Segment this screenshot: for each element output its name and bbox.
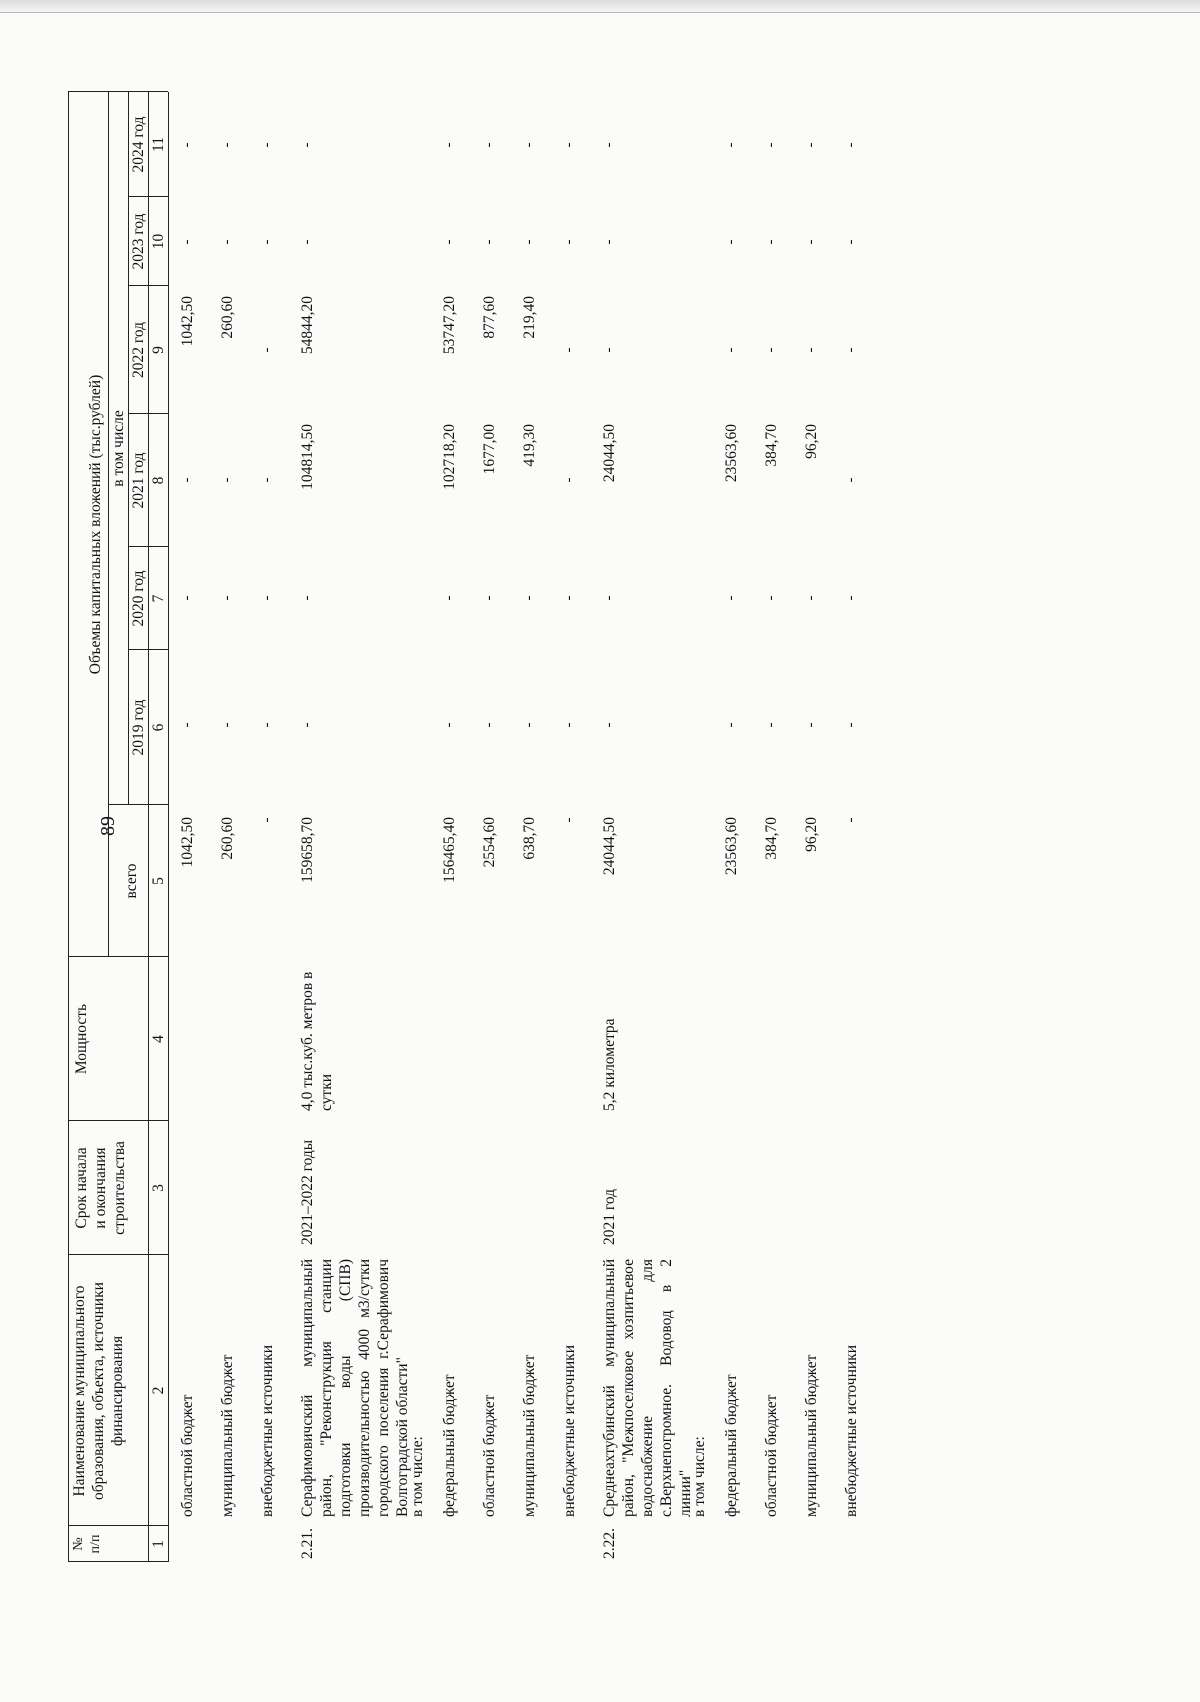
cell-y2024-dash: - [763,142,779,148]
cell-name: областной бюджет [481,1394,498,1517]
cell-y2024-dash: - [299,142,315,148]
header-volumes: Объемы капитальных вложений (тыс.рублей) [87,374,104,675]
cell-y2024-dash: - [561,142,577,148]
cell-y2024-dash: - [601,142,617,148]
cell-total-dash: - [843,817,859,823]
cell-y2020-dash: - [179,595,195,601]
cell-name: Серафимовичский муниципальный район, "Реконструкция станции подготовки воды (СПВ) производительностью 4000 м3/сутки городского поселения г.Серафимович Волгоградской области" [299,1259,411,1517]
cell-name: внебюджетные источники [259,1345,276,1517]
cell-y2020-dash: - [299,595,315,601]
col-number: 4 [150,1035,167,1043]
cell-y2023-dash: - [763,239,779,245]
cell-y2022: 219,40 [521,296,538,339]
cell-y2024-dash: - [179,142,195,148]
header-total: всего [123,863,140,899]
cell-y2023-dash: - [441,239,457,245]
header-year-2022: 2022 год [130,321,147,379]
cell-y2023-dash: - [179,239,195,245]
cell-y2019-dash: - [561,722,577,728]
header-name: Наименование муниципального образования, объекта, источники финансирования [71,1282,126,1500]
table-border-top [68,92,69,1562]
cell-total: 156465,40 [441,817,458,883]
page-number: 89 [97,816,119,836]
cell-y2019-dash: - [803,722,819,728]
header-power: Мощность [73,1003,90,1075]
cell-y2021-dash: - [561,477,577,483]
cell-y2022: 53747,20 [441,296,458,355]
cell-name: в том числе: [409,1436,426,1517]
header-bottom-line [168,92,169,1562]
cell-y2020-dash: - [219,595,235,601]
col-number: 11 [150,137,167,152]
cell-y2021: 96,20 [803,424,820,459]
header-term: Срок начала и окончания строительства [73,1141,128,1235]
cell-total: 260,60 [219,817,236,860]
cell-y2021: 24044,50 [601,424,618,483]
cell-y2020-dash: - [763,595,779,601]
cell-total-dash: - [561,817,577,823]
cell-name: Среднеахтубинский муниципальный район, "Межпоселковое хозпитьевое водоснабжение для с.Верхнепогромное. Водовод в 2 линии" [601,1259,694,1517]
cell-y2023-dash: - [601,239,617,245]
cell-name: в том числе: [691,1436,708,1517]
cell-y2021-dash: - [219,477,235,483]
cell-y2020-dash: - [259,595,275,601]
cell-y2020-dash: - [481,595,497,601]
cell-y2020-dash: - [803,595,819,601]
cell-y2022: 877,60 [481,296,498,339]
cell-no: 2.21. [299,1528,316,1559]
cell-y2019-dash: - [723,722,739,728]
cell-power: 5,2 километра [601,1018,618,1111]
cell-y2024-dash: - [521,142,537,148]
cell-term: 2021–2022 годы [299,1139,316,1245]
col-number: 6 [150,723,167,732]
cell-y2021: 1677,00 [481,424,498,475]
cell-y2021-dash: - [843,477,859,483]
cell-total: 159658,70 [299,817,316,883]
cell-y2019-dash: - [179,722,195,728]
cell-y2022-dash: - [259,347,275,353]
cell-name: внебюджетные источники [843,1345,860,1517]
cell-y2019-dash: - [843,722,859,728]
cell-y2022: 260,60 [219,296,236,339]
header-year-2020: 2020 год [130,570,147,627]
cell-y2023-dash: - [219,239,235,245]
cell-total: 24044,50 [601,817,618,876]
cell-total: 384,70 [763,817,780,860]
cell-y2024-dash: - [481,142,497,148]
cell-total: 23563,60 [723,817,740,876]
cell-y2023-dash: - [561,239,577,245]
cell-y2024-dash: - [843,142,859,148]
cell-y2019-dash: - [521,722,537,728]
cell-total: 638,70 [521,817,538,860]
header-year-2024: 2024 год [130,116,147,173]
cell-name: федеральный бюджет [723,1374,740,1517]
header-year-2021: 2021 год [130,452,147,509]
header-no: № п/п [71,1534,103,1554]
cell-name: муниципальный бюджет [219,1354,236,1517]
cell-y2023-dash: - [723,239,739,245]
cell-term: 2021 год [601,1188,618,1245]
header-year-2019: 2019 год [130,699,147,756]
cell-name: областной бюджет [763,1394,780,1517]
cell-total: 1042,50 [179,817,196,868]
cell-total: 96,20 [803,817,820,852]
cell-total-dash: - [259,817,275,823]
cell-y2022: 1042,50 [179,296,196,347]
cell-y2023-dash: - [481,239,497,245]
cell-y2021: 102718,20 [441,424,458,490]
cell-name: муниципальный бюджет [521,1354,538,1517]
col-number: 10 [150,233,167,250]
cell-y2023-dash: - [521,239,537,245]
cell-y2022-dash: - [601,347,617,353]
cell-y2022-dash: - [723,347,739,353]
cell-y2022-dash: - [803,347,819,353]
cell-y2020-dash: - [723,595,739,601]
col-number: 1 [150,1540,167,1548]
cell-y2023-dash: - [299,239,315,245]
cell-y2019-dash: - [763,722,779,728]
cell-y2022-dash: - [843,347,859,353]
cell-y2021-dash: - [179,477,195,483]
cell-y2019-dash: - [299,722,315,728]
cell-no: 2.22. [601,1528,618,1559]
cell-y2021: 384,70 [763,424,780,467]
cell-y2022-dash: - [561,347,577,353]
header-including: в том числе [110,410,127,487]
cell-name: областной бюджет [179,1394,196,1517]
col-number: 3 [150,1184,167,1192]
cell-name: федеральный бюджет [441,1374,458,1517]
cell-name: внебюджетные источники [561,1345,578,1517]
cell-y2019-dash: - [259,722,275,728]
col-number: 2 [150,1386,167,1395]
cell-power: 4,0 тыс.куб. метров в сутки [299,971,335,1111]
cell-y2019-dash: - [481,722,497,728]
cell-y2020-dash: - [601,595,617,601]
cell-y2024-dash: - [441,142,457,148]
cell-total: 2554,60 [481,817,498,868]
cell-name: муниципальный бюджет [803,1354,820,1517]
col-number: 9 [150,346,167,354]
cell-y2023-dash: - [803,239,819,245]
cell-y2024-dash: - [803,142,819,148]
cell-y2024-dash: - [219,142,235,148]
cell-y2022-dash: - [763,347,779,353]
cell-y2023-dash: - [843,239,859,245]
header-year-2023: 2023 год [130,213,147,270]
cell-y2021: 419,30 [521,424,538,467]
col-number: 5 [150,877,167,885]
cell-y2023-dash: - [259,239,275,245]
cell-y2020-dash: - [521,595,537,601]
cell-y2019-dash: - [219,722,235,728]
col-number: 7 [150,594,167,603]
cell-y2020-dash: - [843,595,859,601]
cell-y2020-dash: - [561,595,577,601]
cell-y2020-dash: - [441,595,457,601]
col-number: 8 [150,476,167,485]
cell-y2019-dash: - [601,722,617,728]
cell-y2021-dash: - [259,477,275,483]
cell-y2021: 104814,50 [299,424,316,490]
cell-y2019-dash: - [441,722,457,728]
cell-y2024-dash: - [259,142,275,148]
cell-y2021: 23563,60 [723,424,740,483]
cell-y2022: 54844,20 [299,296,316,355]
cell-y2024-dash: - [723,142,739,148]
